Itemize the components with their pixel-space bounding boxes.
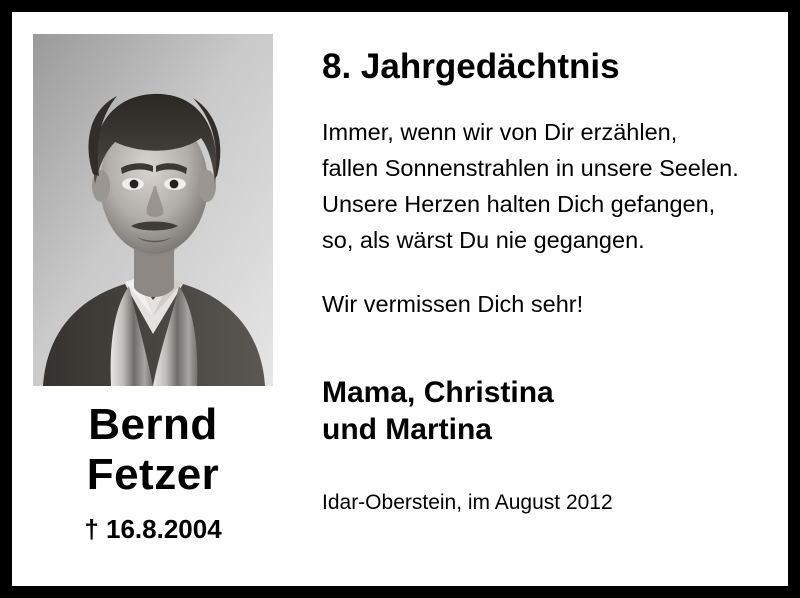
portrait-photo bbox=[33, 34, 273, 386]
verse-line-4: so, als wärst Du nie gegangen. bbox=[322, 227, 645, 253]
verse-line-1: Immer, wenn wir von Dir erzählen, bbox=[322, 119, 678, 145]
signers-line-2: und Martina bbox=[322, 413, 492, 446]
right-column bbox=[294, 12, 788, 586]
death-date: † 16.8.2004 bbox=[84, 514, 222, 544]
deceased-name-block bbox=[12, 400, 294, 544]
place-and-date: Idar-Oberstein, im August 2012 bbox=[322, 491, 613, 514]
portrait-illustration bbox=[33, 34, 273, 386]
memorial-verse bbox=[322, 114, 770, 258]
verse-line-2: fallen Sonnenstrahlen in unsere Seelen. bbox=[322, 155, 739, 181]
notice-inner bbox=[12, 12, 788, 586]
page-title: 8. Jahrgedächtnis bbox=[322, 47, 620, 86]
deceased-first-name: Bernd bbox=[88, 400, 218, 449]
signers-block bbox=[322, 374, 770, 448]
deceased-last-name: Fetzer bbox=[86, 450, 220, 499]
left-column bbox=[12, 12, 294, 586]
missing-line: Wir vermissen Dich sehr! bbox=[322, 291, 584, 317]
verse-line-3: Unsere Herzen halten Dich gefangen, bbox=[322, 191, 716, 217]
signers-line-1: Mama, Christina bbox=[322, 376, 554, 409]
